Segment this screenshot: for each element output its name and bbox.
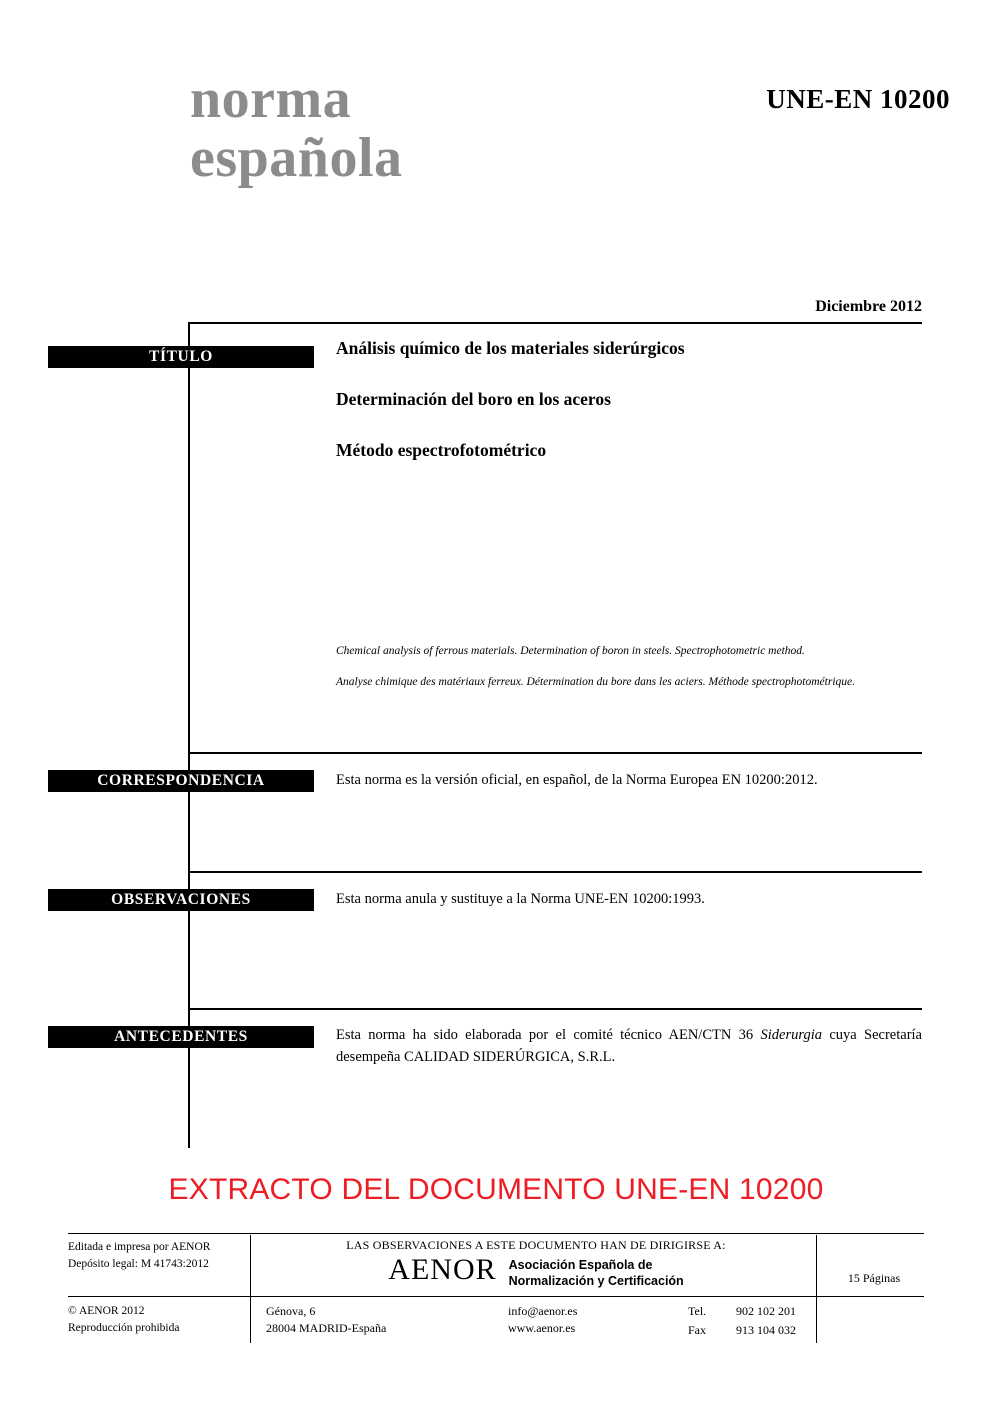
footer-fax-value: 913 104 032 <box>736 1323 796 1338</box>
footer-email[interactable]: info@aenor.es <box>508 1304 578 1318</box>
alt-title-french: Analyse chimique des matériaux ferreux. Détermination du bore dans les aciers. Méthode spectrophotométrique. <box>336 675 855 688</box>
footer-address-line-2: 28004 MADRID-España <box>266 1321 387 1336</box>
footer-contact-web <box>508 1303 577 1338</box>
footer-tel-label: Tel. <box>688 1304 707 1318</box>
footer-copyright-block <box>68 1303 244 1336</box>
correspondencia-text: Esta norma es la versión oficial, en español, de la Norma Europea EN 10200:2012. <box>336 772 818 788</box>
footer-separator-left <box>250 1235 251 1343</box>
footer-publisher <box>68 1239 244 1272</box>
aenor-subtitle-line-1: Asociación Española de <box>508 1258 653 1272</box>
brand-line-2: española <box>190 126 403 189</box>
footer-address-line-1: Génova, 6 <box>266 1304 316 1318</box>
vertical-rule <box>188 322 190 1148</box>
footer-phone-block <box>688 1303 796 1340</box>
rule-correspondencia <box>188 752 922 754</box>
footer-tel-value: 902 102 201 <box>736 1304 796 1318</box>
antecedentes-text-part1: Esta norma ha sido elaborada por el comité técnico AEN/CTN 36 <box>336 1027 761 1043</box>
issue-date: Diciembre 2012 <box>815 298 922 315</box>
section-label-correspondencia: CORRESPONDENCIA <box>48 770 314 792</box>
alternate-titles <box>336 643 922 705</box>
rule-observaciones <box>188 871 922 873</box>
aenor-logo <box>258 1255 814 1289</box>
observaciones-text: Esta norma anula y sustituye a la Norma UNE-EN 10200:1993. <box>336 891 705 907</box>
rule-top <box>188 322 922 324</box>
title-line-3: Método espectrofotométrico <box>336 440 547 460</box>
aenor-wordmark: AENOR <box>388 1253 497 1286</box>
footer-rule-top <box>68 1233 924 1234</box>
title-block <box>336 338 926 491</box>
title-line-2: Determinación del boro en los aceros <box>336 389 611 409</box>
footer-copyright: © AENOR 2012 <box>68 1305 145 1317</box>
title-line-1: Análisis químico de los materiales siderúrgicos <box>336 338 685 358</box>
footer-website[interactable]: www.aenor.es <box>508 1321 576 1336</box>
antecedentes-text-part2: cuya Secretaría desempeña CALIDAD SIDERÚRGICA, S.R.L. <box>336 1027 922 1065</box>
footer-page-count: 15 Páginas <box>847 1271 901 1285</box>
section-label-titulo: TÍTULO <box>48 346 314 368</box>
standard-code: UNE-EN 10200 <box>766 84 950 114</box>
footer-legal-deposit: Depósito legal: M 41743:2012 <box>68 1257 209 1270</box>
footer <box>68 1233 924 1343</box>
footer-reproduction: Reproducción prohibida <box>68 1321 180 1334</box>
section-label-antecedentes: ANTECEDENTES <box>48 1026 314 1048</box>
footer-separator-right <box>816 1235 817 1343</box>
masthead <box>190 70 950 188</box>
footer-edited-by: Editada e impresa por AENOR <box>68 1241 211 1253</box>
rule-antecedentes <box>188 1008 922 1010</box>
footer-fax-label: Fax <box>688 1323 706 1338</box>
antecedentes-text <box>336 1025 922 1069</box>
antecedentes-committee-name: Siderurgia <box>760 1027 822 1043</box>
aenor-subtitle <box>509 1255 684 1289</box>
section-label-observaciones: OBSERVACIONES <box>48 889 314 911</box>
brand-line-1: norma <box>190 68 352 130</box>
aenor-subtitle-line-2: Normalización y Certificación <box>508 1273 684 1288</box>
extract-banner: EXTRACTO DEL DOCUMENTO UNE-EN 10200 <box>168 1173 824 1206</box>
alt-title-english: Chemical analysis of ferrous materials. Determination of boron in steels. Spectrophotometric method. <box>336 645 805 657</box>
footer-observations-notice: LAS OBSERVACIONES A ESTE DOCUMENTO HAN DE DIRIGIRSE A: <box>346 1238 726 1252</box>
footer-rule-mid <box>68 1296 924 1297</box>
footer-address <box>266 1303 386 1338</box>
